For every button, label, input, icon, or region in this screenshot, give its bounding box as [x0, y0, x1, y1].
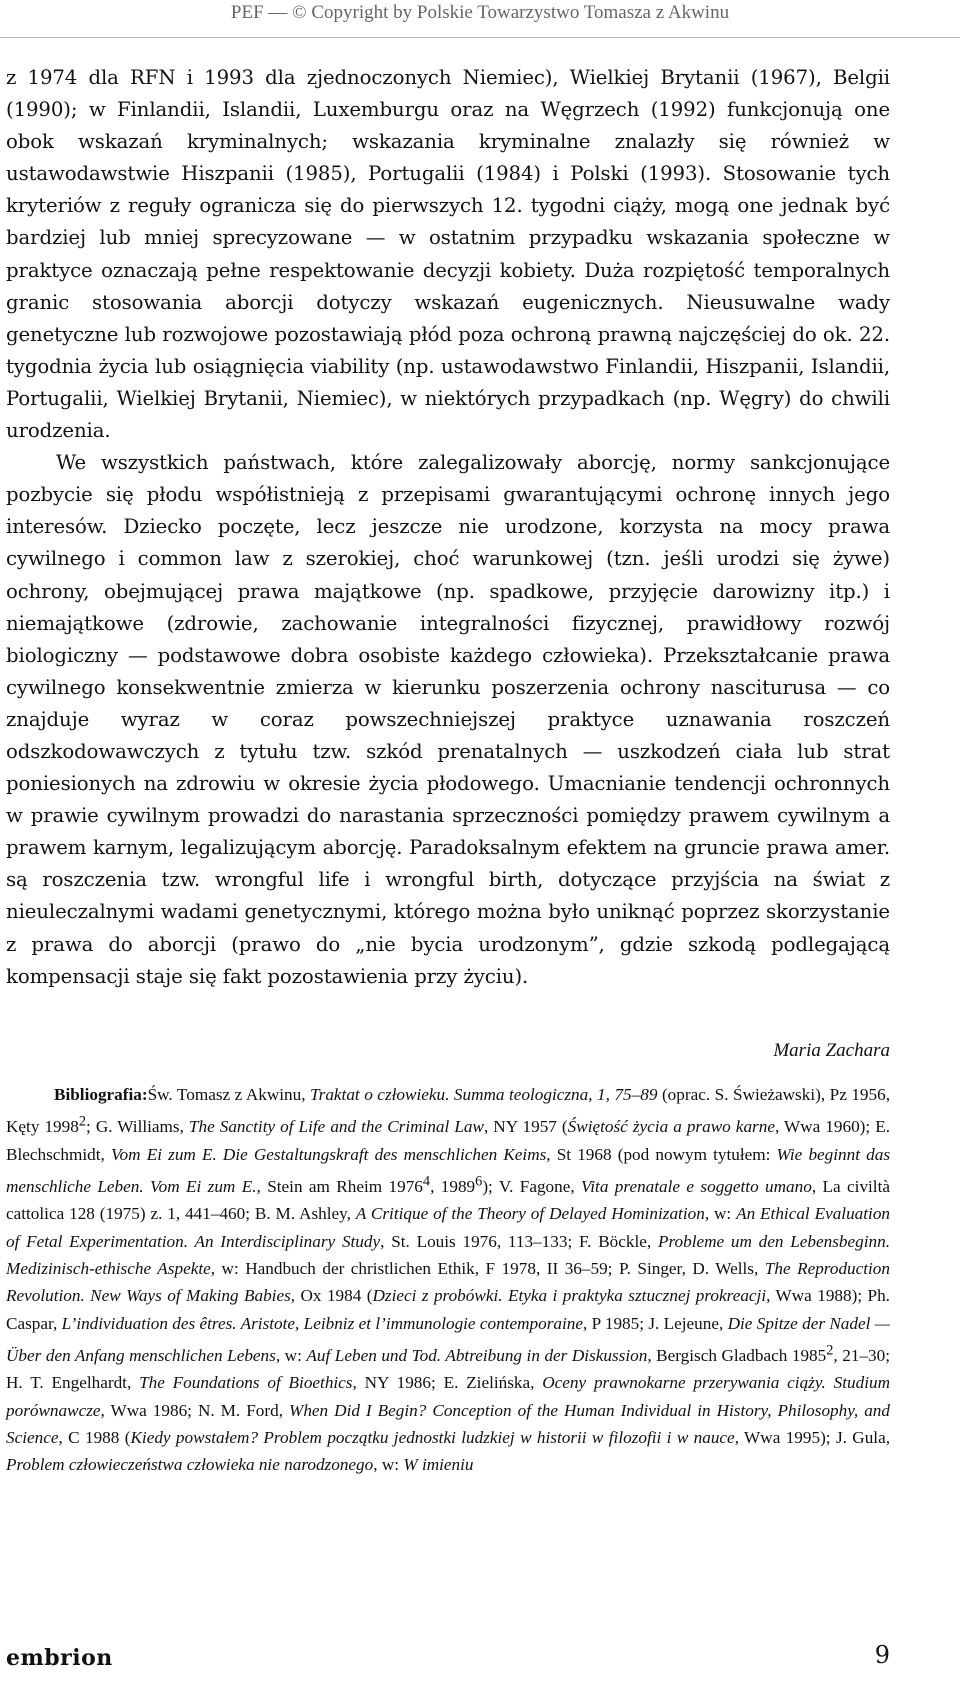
work-title: Kiedy powstałem? Problem początku jednostki ludzkiej w historii w filozofii i w nauce: [130, 1428, 735, 1448]
citation-text: , La civiltà cattolica 128 (1975) z. 1, 441–460; B. M. Ashley,: [6, 1176, 890, 1224]
citation-text: , Wwa 1995); J. Gula,: [734, 1428, 891, 1448]
work-title: L’individuation des êtres. Aristote, Leibniz et l’immunologie contemporaine: [61, 1313, 583, 1333]
citation-text: , w:: [704, 1204, 737, 1224]
citation-text: , Ox 1984 (: [290, 1286, 373, 1306]
citation-text: , 21–30; H. T. Engelhardt,: [6, 1345, 890, 1393]
work-title: Probleme um den Lebensbeginn. Medizinisch-ethische Aspekte: [6, 1231, 890, 1278]
citation-text: , C 1988 (: [58, 1428, 131, 1448]
citation-text: , St 1968 (pod nowym tytułem:: [546, 1144, 777, 1164]
bibliography: [6, 1081, 890, 1479]
work-title: The Foundations of Bioethics: [139, 1373, 353, 1393]
citation-text: , Bergisch Gladbach 1985: [647, 1345, 827, 1365]
work-title: Oceny prawnokarne przerywania ciąży. Studium porównawcze: [6, 1373, 890, 1420]
work-title: An Ethical Evaluation of Fetal Experimentation. An Interdisciplinary Study: [6, 1204, 891, 1251]
page-number: 9: [874, 1641, 890, 1669]
work-title: Die Spitze der Nadel — Über den Anfang menschlichen Lebens: [6, 1313, 891, 1365]
citation-text: (oprac. S. Świeżawski), Pz 1956, Kęty 1998: [6, 1085, 891, 1137]
citation-text: , w: Handbuch der christlichen Ethik, F 1978, II 36–59; P. Singer, D. Wells,: [210, 1258, 765, 1278]
citation-text: , 1989: [430, 1176, 476, 1196]
copyright-header: PEF — © Copyright by Polskie Towarzystwo Tomasza z Akwinu: [230, 2, 730, 23]
citation-text: , NY 1986; E. Zielińska,: [352, 1373, 543, 1393]
work-title: Świętość życia a prawo karne: [567, 1117, 775, 1137]
edition-superscript: 2: [826, 1342, 834, 1359]
edition-superscript: 4: [422, 1172, 431, 1189]
citation-text: , Wwa 1988); Ph. Caspar,: [6, 1286, 890, 1333]
citation-text: , Stein am Rheim 1976: [256, 1176, 423, 1196]
work-title: Dzieci z probówki. Etyka i praktyka sztucznej prokreacji: [372, 1286, 767, 1306]
edition-superscript: 2: [78, 1113, 86, 1130]
header-divider: [0, 37, 960, 38]
work-title: Problem człowieczeństwa człowieka nie narodzonego: [6, 1455, 374, 1475]
citation-text: , Wwa 1960); E. Blechschmidt,: [6, 1117, 890, 1164]
paragraph-1: z 1974 dla RFN i 1993 dla zjednoczonych Niemiec), Wielkiej Brytanii (1967), Belgii (1990); w Finlandii, Islandii, Luxemburgu oraz na Węgrzech (1992) funkcjonują one obok wskazań kryminalnych; wskazania kryminalne znalazły się również w ustawodawstwie Hiszpanii (1985), Portugalii (1984) i Polski (1993). Stosowanie tych kryteriów z reguły ogranicza się do pierwszych 12. tygodni ciąży, mogą one jednak być bardziej lub mniej sprecyzowane — w ostatnim przypadku wskazania społeczne w praktyce oznaczają pełne respektowanie decyzji kobiety. Duża rozpiętość temporalnych granic stosowania aborcji dotyczy wskazań eugenicznych. Nieusuwalne wady genetyczne lub rozwojowe pozostawiają płód poza ochroną prawną najczęściej do ok. 22. tygodnia życia lub osiągnięcia viability (np. ustawodawstwo Finlandii, Hiszpanii, Islandii, Portugalii, Wielkiej Brytanii, Niemiec), w niektórych przypadkach (np. Węgry) do chwili urodzenia.: [6, 66, 890, 443]
article-body: [6, 62, 890, 993]
work-title: The Sanctity of Life and the Criminal Law: [188, 1117, 484, 1137]
work-title: Vita prenatale e soggetto umano: [581, 1176, 812, 1196]
edition-superscript: 6: [475, 1172, 483, 1189]
citation-text: , w:: [275, 1345, 307, 1365]
citation-text: ); V. Fagone,: [482, 1176, 582, 1196]
citation-text: , P 1985; J. Lejeune,: [582, 1313, 728, 1333]
citation-text: Św. Tomasz z Akwinu,: [147, 1085, 311, 1104]
citation-text: , NY 1957 (: [483, 1117, 568, 1137]
work-title: Traktat o człowieku. Summa teologiczna, 1, 75–89: [310, 1085, 658, 1104]
bibliography-label: Bibliografia:: [54, 1085, 148, 1104]
citation-text: , w:: [373, 1455, 404, 1475]
citation-text: , St. Louis 1976, 113–133; F. Böckle,: [380, 1231, 658, 1251]
work-title: When Did I Begin? Conception of the Human Individual in History, Philosophy, and Science: [6, 1400, 890, 1448]
citation-text: ; G. Williams,: [86, 1117, 189, 1137]
bibliography-entries: [6, 1085, 890, 1474]
work-title: The Reproduction Revolution. New Ways of Making Babies: [6, 1258, 890, 1306]
work-title: Auf Leben und Tod. Abtreibung in der Diskussion: [306, 1345, 648, 1365]
citation-text: , Wwa 1986; N. M. Ford,: [100, 1400, 290, 1420]
entry-word: embrion: [6, 1645, 113, 1671]
work-title: A Critique of the Theory of Delayed Hominization: [355, 1204, 705, 1224]
paragraph-2: We wszystkich państwach, które zalegalizowały aborcję, normy sankcjonujące pozbycie się płodu współistnieją z przepisami gwarantującymi ochronę innych jego interesów. Dziecko poczęte, lecz jeszcze nie urodzone, korzysta na mocy prawa cywilnego i common law z szerokiej, choć warunkowej (tzn. jeśli urodzi się żywe) ochrony, obejmującej prawa majątkowe (np. spadkowe, przyjęcie darowizny itp.) i niemajątkowe (zdrowie, zachowanie integralności fizycznej, prawidłowy rozwój biologiczny — podstawowe dobra osobiste każdego człowieka). Przekształcanie prawa cywilnego konsekwentnie zmierza w kierunku poszerzenia ochrony nasciturusa — co znajduje wyraz w coraz powszechniejszej praktyce uznawania roszczeń odszkodowawczych z tytułu tzw. szkód prenatalnych — uszkodzeń ciała lub strat poniesionych na zdrowiu w okresie życia płodowego. Umacnianie tendencji ochronnych w prawie cywilnym prowadzi do narastania sprzeczności pomiędzy prawem cywilnym a prawem karnym, legalizującym aborcję. Paradoksalnym efektem na gruncie prawa amer. są roszczenia tzw. wrongful life i wrongful birth, dotyczące przyjścia na świat z nieuleczalnymi wadami genetycznymi, którego można było uniknąć poprzez skorzystanie z prawa do aborcji (prawo do „nie bycia urodzonym”, gdzie szkodą podlegającą kompensacji staje się fakt pozostawienia przy życiu).: [6, 451, 890, 988]
author-signature: Maria Zachara: [773, 1040, 890, 1061]
work-title: Wie beginnt das menschliche Leben. Vom Ei zum E.: [6, 1144, 891, 1196]
work-title: Vom Ei zum E. Die Gestaltungskraft des menschlichen Keims: [110, 1144, 547, 1164]
work-title: W imieniu: [403, 1455, 474, 1475]
